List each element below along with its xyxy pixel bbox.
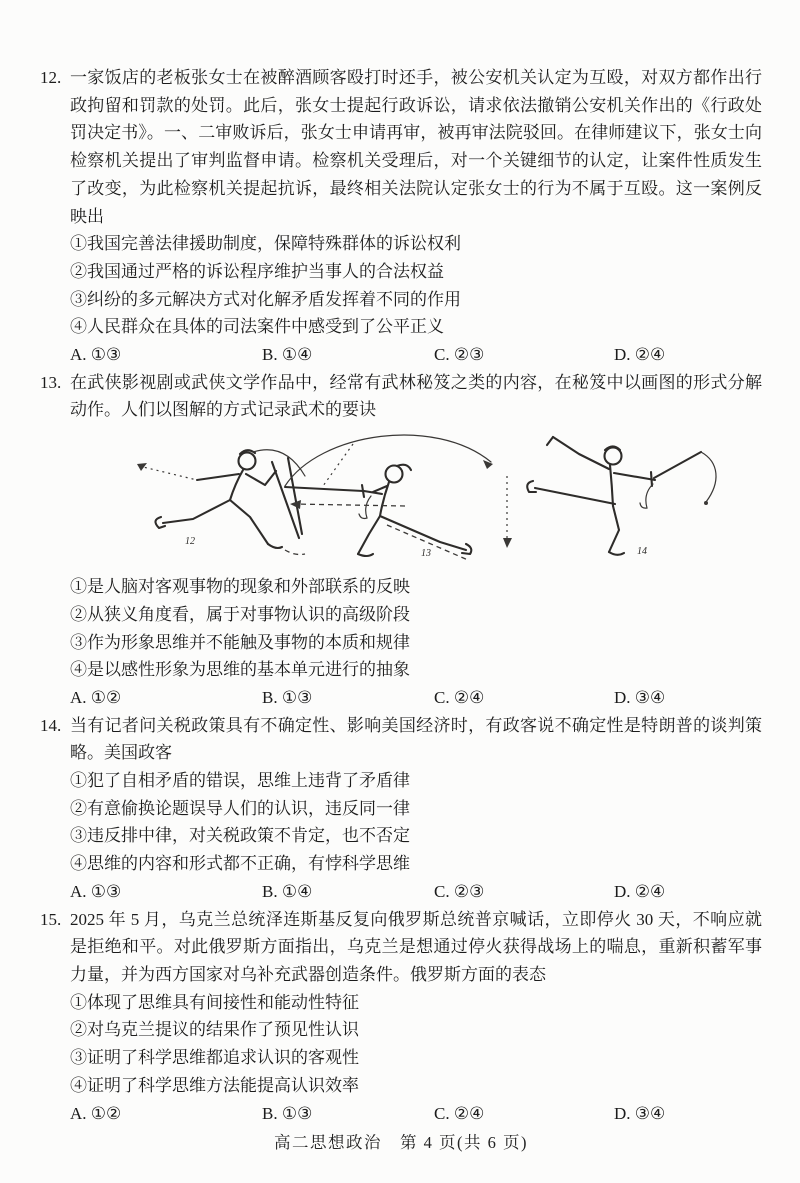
choice-item-2: ②对乌克兰提议的结果作了预见性认识 bbox=[70, 1020, 359, 1040]
option-a: A. ①③ bbox=[70, 345, 122, 365]
question-body bbox=[70, 906, 762, 1128]
option-d: D. ③④ bbox=[614, 687, 666, 707]
question-number: 15. bbox=[40, 909, 62, 929]
question-13 bbox=[40, 369, 762, 712]
choice-item-4: ④是以感性形象为思维的基本单元进行的抽象 bbox=[70, 660, 410, 680]
options-row bbox=[70, 684, 762, 712]
figure-label-1: 12 bbox=[185, 536, 195, 548]
option-b: B. ①③ bbox=[262, 1103, 313, 1123]
option-d: D. ②④ bbox=[614, 345, 666, 365]
choice-item-3: ③作为形象思维并不能触及事物的本质和规律 bbox=[70, 632, 410, 652]
choice-item-3: ③纠纷的多元解决方式对化解矛盾发挥着不同的作用 bbox=[70, 289, 461, 309]
page-footer: 高二思想政治 第 4 页(共 6 页) bbox=[274, 1133, 528, 1153]
question-number: 13. bbox=[40, 372, 62, 392]
choice-item-2: ②从狭义角度看，属于对事物认识的高级阶段 bbox=[70, 604, 410, 624]
question-stem: 当有记者问关税政策具有不确定性、影响美国经济时，有政客说不确定性是特朗普的谈判策略。美国政客 bbox=[70, 715, 762, 763]
option-c: C. ②③ bbox=[434, 345, 485, 365]
choice-item-1: ①体现了思维具有间接性和能动性特征 bbox=[70, 992, 359, 1012]
question-body bbox=[70, 64, 762, 369]
option-b: B. ①④ bbox=[262, 345, 313, 365]
choice-item-1: ①我国完善法律援助制度，保障特殊群体的诉讼权利 bbox=[70, 234, 461, 254]
choice-item-1: ①是人脑对客观事物的现象和外部联系的反映 bbox=[70, 577, 410, 597]
options-row bbox=[70, 1100, 762, 1128]
martial-arts-figure-3 bbox=[503, 437, 716, 557]
martial-arts-figure-1 bbox=[137, 450, 305, 555]
question-number: 12. bbox=[40, 68, 62, 87]
option-a: A. ①② bbox=[70, 687, 122, 707]
question-14 bbox=[40, 712, 762, 906]
option-a: A. ①② bbox=[70, 1103, 122, 1123]
option-b: B. ①④ bbox=[262, 881, 313, 901]
choice-item-2: ②有意偷换论题误导人们的认识，违反同一律 bbox=[70, 798, 410, 818]
question-stem: 在武侠影视剧或武侠文学作品中，经常有武林秘笈之类的内容，在秘笈中以画图的形式分解动作。人们以图解的方式记录武术的要诀 bbox=[70, 372, 762, 420]
martial-arts-figures-svg bbox=[135, 424, 725, 569]
martial-arts-illustration bbox=[135, 424, 762, 573]
choice-item-4: ④思维的内容和形式都不正确，有悖科学思维 bbox=[70, 854, 410, 874]
figure-label-3: 14 bbox=[637, 546, 647, 558]
option-d: D. ③④ bbox=[614, 1103, 666, 1123]
options-row bbox=[70, 878, 762, 906]
martial-arts-figure-2 bbox=[285, 435, 493, 560]
choice-item-2: ②我国通过严格的诉讼程序维护当事人的合法权益 bbox=[70, 261, 444, 281]
option-b: B. ①③ bbox=[262, 687, 313, 707]
option-c: C. ②④ bbox=[434, 687, 485, 707]
options-row bbox=[70, 341, 762, 369]
question-stem: 2025 年 5 月，乌克兰总统泽连斯基反复向俄罗斯总统普京喊话，立即停火 30 天，不响应就是拒绝和平。对此俄罗斯方面指出，乌克兰是想通过停火获得战场上的喘息，重新积蓄军事力量，并为西方国家对乌补充武器创造条件。俄罗斯方面的表态 bbox=[70, 909, 762, 984]
option-c: C. ②③ bbox=[434, 881, 485, 901]
choice-item-3: ③违反排中律，对关税政策不肯定，也不否定 bbox=[70, 826, 410, 846]
question-body bbox=[70, 369, 762, 712]
question-body bbox=[70, 712, 762, 906]
question-15 bbox=[40, 906, 762, 1128]
question-12 bbox=[40, 64, 762, 369]
question-number: 14. bbox=[40, 715, 62, 735]
choice-item-3: ③证明了科学思维都追求认识的客观性 bbox=[70, 1048, 359, 1068]
option-d: D. ②④ bbox=[614, 881, 666, 901]
question-stem: 一家饭店的老板张女士在被醉酒顾客殴打时还手，被公安机关认定为互殴，对双方都作出行政拘留和罚款的处罚。此后，张女士提起行政诉讼，请求依法撤销公安机关作出的《行政处罚决定书》。一、二审败诉后，张女士申请再审，被再审法院驳回。在律师建议下，张女士向检察机关提出了审判监督申请。检察机关受理后，对一个关键细节的认定，让案件性质发生了改变，为此检察机关提起抗诉，最终相关法院认定张女士的行为不属于互殴。这一案例反映出 bbox=[70, 68, 762, 226]
choice-item-4: ④证明了科学思维方法能提高认识效率 bbox=[70, 1075, 359, 1095]
option-c: C. ②④ bbox=[434, 1103, 485, 1123]
option-a: A. ①③ bbox=[70, 881, 122, 901]
choice-item-1: ①犯了自相矛盾的错误，思维上违背了矛盾律 bbox=[70, 771, 410, 791]
figure-label-2: 13 bbox=[421, 548, 431, 560]
choice-item-4: ④人民群众在具体的司法案件中感受到了公平正义 bbox=[70, 317, 444, 337]
